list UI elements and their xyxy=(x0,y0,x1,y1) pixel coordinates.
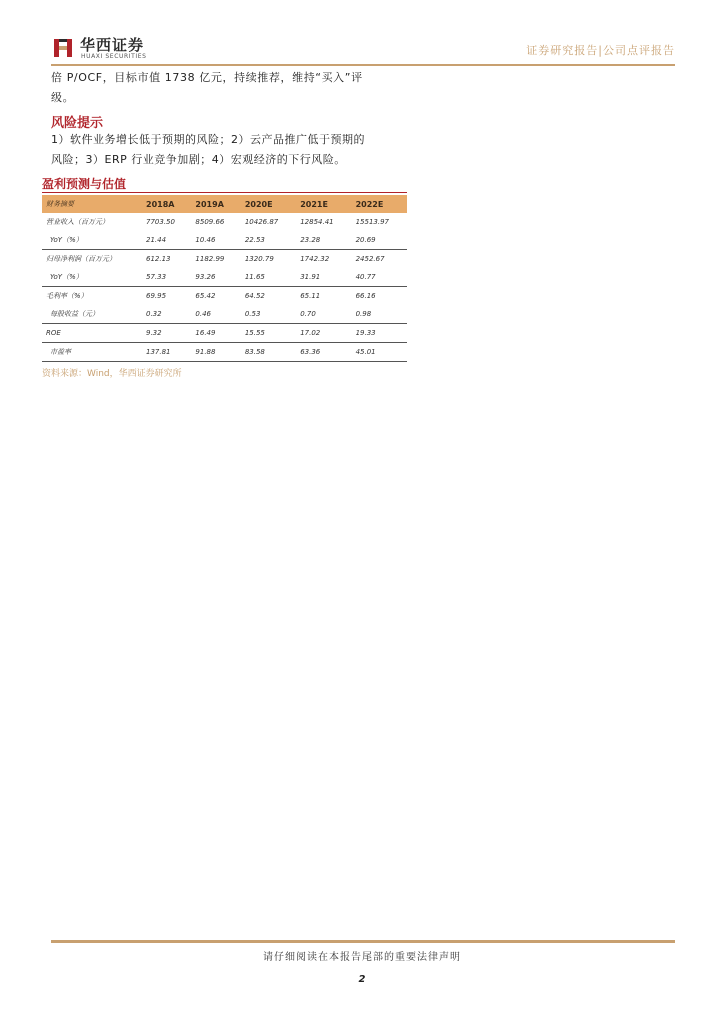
table-cell: 16.49 xyxy=(191,324,240,343)
table-row xyxy=(42,287,407,306)
row-label: ROE xyxy=(42,324,142,343)
table-cell: 19.33 xyxy=(352,324,407,343)
table-cell: 15513.97 xyxy=(355,218,389,226)
column-header: 2018A xyxy=(142,195,191,213)
header-divider xyxy=(51,64,675,66)
table-header-row xyxy=(42,195,407,213)
company-logo xyxy=(51,30,181,66)
row-label: YoY（%） xyxy=(50,236,83,244)
table-cell: 7703.50 xyxy=(146,218,175,226)
table-cell: 1320.79 xyxy=(241,250,296,269)
column-header: 2020E xyxy=(241,195,296,213)
rating-paragraph xyxy=(51,68,411,108)
table-cell: 66.16 xyxy=(352,287,407,306)
column-header: 财务摘要 xyxy=(42,195,142,213)
table-cell: 10426.87 xyxy=(244,218,279,226)
footer-divider xyxy=(51,940,675,943)
table-cell: 612.13 xyxy=(142,250,191,269)
table-source-note: 资料来源：Wind，华西证券研究所 xyxy=(42,369,182,379)
table-row xyxy=(42,213,407,231)
table-cell: 40.77 xyxy=(355,273,376,281)
table-row xyxy=(42,305,407,324)
table-cell: 8509.66 xyxy=(195,218,225,226)
table-cell: 23.28 xyxy=(300,236,321,244)
legal-disclaimer: 请仔细阅读在本报告尾部的重要法律声明 xyxy=(263,952,461,963)
table-cell: 69.95 xyxy=(142,287,191,306)
table-cell: 137.81 xyxy=(142,343,191,362)
table-cell: 63.36 xyxy=(296,343,351,362)
rating-line: 级。 xyxy=(51,91,75,104)
table-cell: 15.55 xyxy=(241,324,296,343)
table-cell: 17.02 xyxy=(296,324,351,343)
column-header: 2021E xyxy=(296,195,351,213)
table-cell: 0.32 xyxy=(146,310,162,318)
table-cell: 9.32 xyxy=(142,324,191,343)
row-label: 每股收益（元） xyxy=(50,310,99,318)
table-cell: 57.33 xyxy=(146,273,167,281)
table-cell: 93.26 xyxy=(195,273,216,281)
page-number: 2 xyxy=(358,974,366,985)
row-label: 营业收入（百万元） xyxy=(46,218,109,226)
table-cell: 65.42 xyxy=(191,287,240,306)
table-cell: 83.58 xyxy=(241,343,296,362)
risk-line: 1）软件业务增长低于预期的风险；2）云产品推广低于预期的 xyxy=(51,133,365,146)
table-cell: 31.91 xyxy=(300,273,321,281)
table-cell: 22.53 xyxy=(244,236,265,244)
table-cell: 91.88 xyxy=(191,343,240,362)
table-row xyxy=(42,250,407,269)
table-cell: 12854.41 xyxy=(300,218,334,226)
risk-section-title: 风险提示 xyxy=(51,116,104,131)
rating-line: 倍 P/OCF，目标市值 1738 亿元，持续推荐，维持“买入”评 xyxy=(51,71,363,84)
table-cell: 21.44 xyxy=(146,236,167,244)
row-label: 市盈率 xyxy=(42,343,142,362)
logo-text-en: HUAXI SECURITIES xyxy=(81,53,147,60)
table-cell: 45.01 xyxy=(352,343,407,362)
table-cell: 65.11 xyxy=(296,287,351,306)
row-label: 毛利率（%） xyxy=(42,287,142,306)
logo-text-cn: 华西证券 xyxy=(80,36,145,54)
risk-paragraph xyxy=(51,130,411,170)
table-row xyxy=(42,343,407,362)
table-title-rule xyxy=(42,192,407,193)
table-cell: 1742.32 xyxy=(296,250,351,269)
table-cell: 0.70 xyxy=(300,310,316,318)
table-cell: 64.52 xyxy=(241,287,296,306)
table-cell: 1182.99 xyxy=(191,250,240,269)
row-label: 归母净利润（百万元） xyxy=(42,250,142,269)
column-header: 2022E xyxy=(352,195,407,213)
report-type-label: 证券研究报告|公司点评报告 xyxy=(526,44,675,57)
page-header xyxy=(51,30,675,66)
table-cell: 10.46 xyxy=(195,236,216,244)
table-cell: 20.69 xyxy=(355,236,376,244)
table-cell: 0.46 xyxy=(195,310,212,318)
table-row xyxy=(42,231,407,250)
table-row xyxy=(42,324,407,343)
table-row xyxy=(42,268,407,287)
risk-line: 风险；3）ERP 行业竞争加剧；4）宏观经济的下行风险。 xyxy=(51,153,346,166)
column-header: 2019A xyxy=(191,195,240,213)
huaxi-logo-icon xyxy=(51,36,75,60)
row-label: YoY（%） xyxy=(50,273,83,281)
table-title: 盈利预测与估值 xyxy=(42,177,127,191)
table-cell: 0.53 xyxy=(244,310,261,318)
table-cell: 2452.67 xyxy=(352,250,407,269)
table-cell: 11.65 xyxy=(244,273,265,281)
financial-summary-table xyxy=(42,195,407,362)
table-cell: 0.98 xyxy=(355,310,372,318)
